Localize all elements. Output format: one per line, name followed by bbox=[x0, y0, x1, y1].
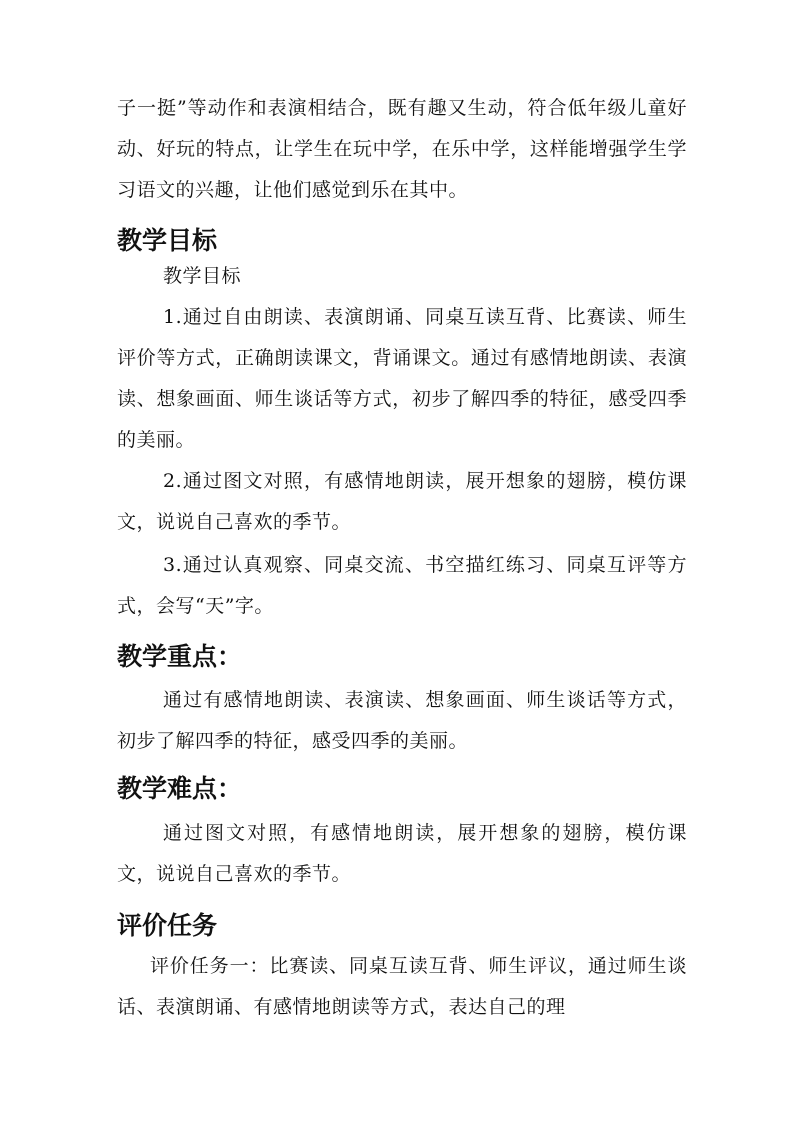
section-heading-objectives: 教学目标 bbox=[117, 226, 218, 255]
objective-item-2: 2.通过图文对照，有感情地朗读，展开想象的翅膀，模仿课文，说说自己喜欢的季节。 bbox=[117, 470, 687, 533]
section-heading-difficulties: 教学难点： bbox=[117, 774, 243, 803]
difficulties-paragraph: 通过图文对照，有感情地朗读，展开想象的翅膀，模仿课文，说说自己喜欢的季节。 bbox=[117, 822, 687, 885]
section-heading-assessment: 评价任务 bbox=[117, 911, 218, 940]
section-heading-key-points: 教学重点： bbox=[117, 642, 243, 671]
intro-paragraph: 子一挺”等动作和表演相结合，既有趣又生动，符合低年级儿童好动、好玩的特点，让学生在玩中学，在乐中学，这样能增强学生学习语文的兴趣，让他们感觉到乐在其中。 bbox=[117, 97, 687, 201]
assessment-paragraph: 评价任务一：比赛读、同桌互读互背、师生评议，通过师生谈话、表演朗诵、有感情地朗读等方式，表达自己的理 bbox=[117, 955, 687, 1018]
objective-item-1: 1.通过自由朗读、表演朗诵、同桌互读互背、比赛读、师生评价等方式，正确朗读课文，背诵课文。通过有感情地朗读、表演读、想象画面、师生谈话等方式，初步了解四季的特征，感受四季的美丽。 bbox=[117, 306, 687, 451]
objective-item-3: 3.通过认真观察、同桌交流、书空描红练习、同桌互评等方式，会写“天”字。 bbox=[117, 554, 687, 617]
key-points-paragraph: 通过有感情地朗读、表演读、想象画面、师生谈话等方式，初步了解四季的特征，感受四季的美丽。 bbox=[117, 689, 687, 752]
objectives-subtitle: 教学目标 bbox=[163, 265, 242, 287]
